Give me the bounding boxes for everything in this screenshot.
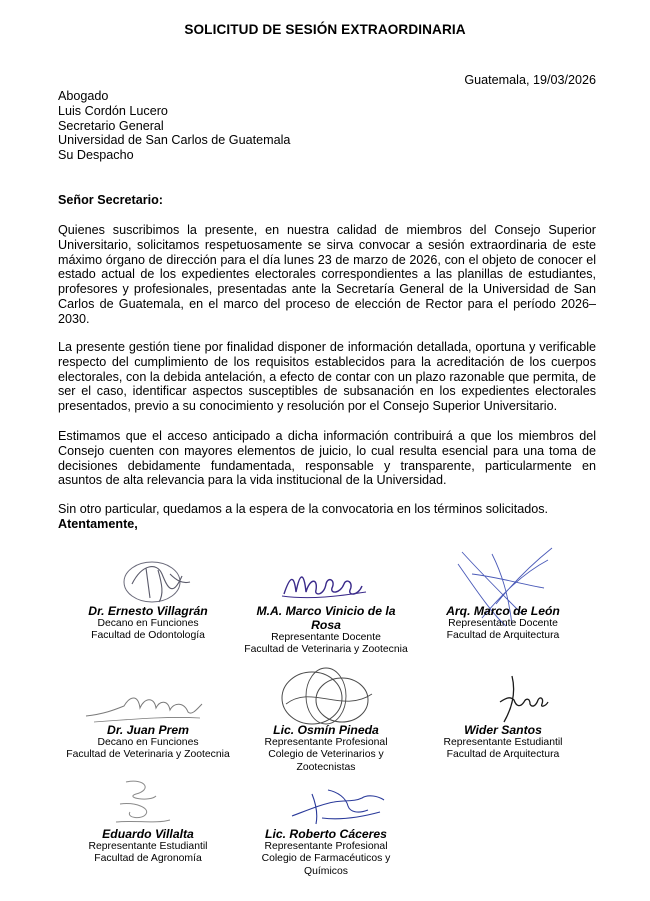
closing-line: Atentamente, <box>58 517 138 531</box>
signature-block <box>62 604 234 643</box>
signatory-name: Dr. Ernesto Villagrán <box>88 604 208 618</box>
signature-block <box>417 723 589 762</box>
signatory-role: Decano en Funciones <box>97 618 199 629</box>
recipient-line: Luis Cordón Lucero <box>58 103 168 118</box>
date-line: Guatemala, 19/03/2026 <box>464 73 596 87</box>
signature-image <box>112 554 202 610</box>
document-title: SOLICITUD DE SESIÓN EXTRAORDINARIA <box>184 22 466 37</box>
signature-block <box>240 604 412 657</box>
signature-block <box>62 827 234 866</box>
signatory-name: Eduardo Villalta <box>102 827 194 841</box>
body-paragraph: Quienes suscribimos la presente, en nuestra calidad de miembros del Consejo Superior Universitario, solicitamos respetuosamente se sirva convocar a sesión extraordinaria de este máximo órgano de dirección para el día lunes 23 de marzo de 2026, con el objeto de conocer el estado actual de los expedientes electorales correspondientes a las planillas de estudiantes, profesores y profesionales, presentadas ante la Secretaría General de la Universidad de San Carlos de Guatemala, en el marco del proceso de elección de Rector para el período 2026–2030. <box>58 223 596 326</box>
signatory-name: Lic. Osmín Pineda <box>273 723 379 737</box>
recipient-line: Su Despacho <box>58 148 134 163</box>
signatory-role: Representante Estudiantil <box>88 841 208 852</box>
signatory-name: Lic. Roberto Cáceres <box>265 827 387 841</box>
signatory-unit: Facultad de Veterinaria y Zootecnia <box>244 644 408 656</box>
body-paragraph: Estimamos que el acceso anticipado a dicha información contribuirá a que los miembros del Consejo cuenten con mayores elementos de juicio, lo cual resulta esencial para una toma de decisiones debidamente fundamentada, responsable y transparente, particularmente en asuntos de alta relevancia para la vida institucional de la Universidad. <box>58 429 596 488</box>
signatory-role: Representante Docente <box>448 618 558 629</box>
signatory-unit: Colegio de Veterinarios y Zootecnistas <box>268 749 384 773</box>
recipient-block <box>58 89 290 163</box>
signature-image <box>106 774 176 834</box>
signatory-unit: Facultad de Arquitectura <box>446 630 560 642</box>
recipient-line: Abogado <box>58 89 109 103</box>
signature-block <box>62 723 234 762</box>
signatory-role: Representante Profesional <box>264 737 388 748</box>
signature-block <box>240 827 412 878</box>
body-paragraph: La presente gestión tiene por finalidad disponer de información detallada, oportuna y verificable respecto del cumplimiento de los requisitos establecidos para la acreditación de los cuerpos electorales, con la debida antelación, a efecto de contar con un plazo razonable que permita, de ser el caso, identificar aspectos susceptibles de subsanación en los expedientes electorales presentados, previo a su conocimiento y resolución por el Consejo Superior Universitario. <box>58 340 596 414</box>
signatory-role: Representante Profesional <box>264 841 388 852</box>
signatory-unit: Facultad de Veterinaria y Zootecnia <box>66 749 230 761</box>
signatory-name: Arq. Marco de León <box>446 604 560 618</box>
signatory-role: Decano en Funciones <box>97 737 199 748</box>
signatory-unit: Facultad de Odontología <box>91 630 205 642</box>
signatory-role: Representante Estudiantil <box>443 737 563 748</box>
recipient-line: Universidad de San Carlos de Guatemala <box>58 133 291 148</box>
signatory-unit: Facultad de Agronomía <box>94 853 202 865</box>
signature-block <box>417 604 589 643</box>
signature-image <box>494 672 554 726</box>
recipient-line: Secretario General <box>58 118 164 133</box>
signatory-role: Representante Docente <box>271 632 381 643</box>
signatory-name: Wider Santos <box>464 723 542 737</box>
signature-image <box>288 784 388 830</box>
signatory-name: Dr. Juan Prem <box>107 723 189 737</box>
body-paragraph: Sin otro particular, quedamos a la espera de la convocatoria en los términos solicitados. <box>58 502 549 516</box>
signatory-unit: Colegio de Farmacéuticos y Químicos <box>261 853 391 877</box>
salutation: Señor Secretario: <box>58 193 163 207</box>
signatory-unit: Facultad de Arquitectura <box>446 749 560 761</box>
signatory-name: M.A. Marco Vinicio de la Rosa <box>256 604 396 632</box>
signature-image <box>280 566 370 606</box>
signature-block <box>240 723 412 774</box>
